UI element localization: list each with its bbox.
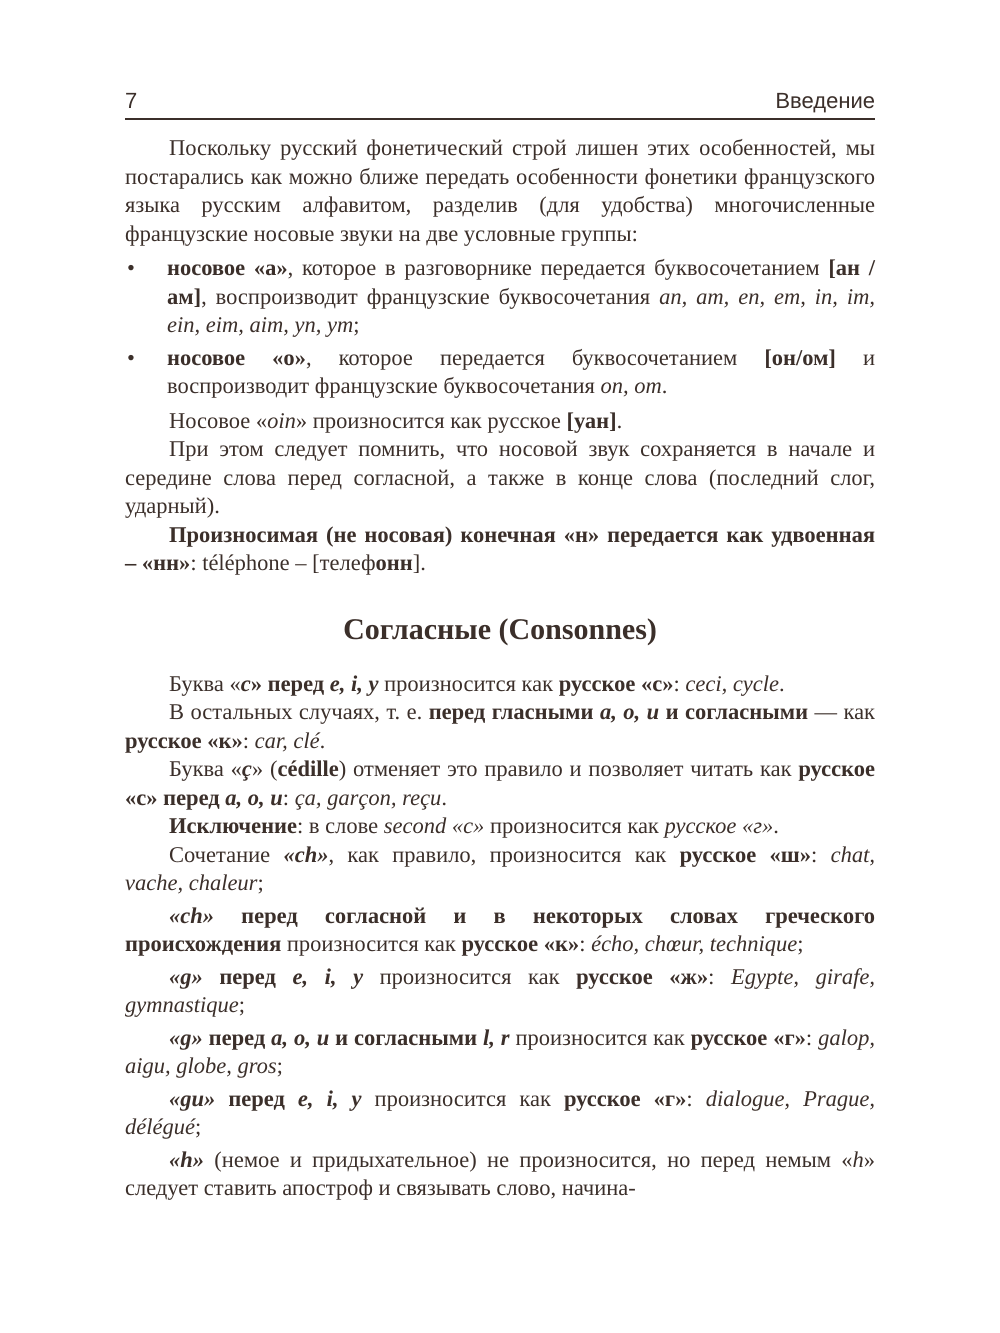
page [125,86,875,1203]
intro-paragraph: Поскольку русский фонетический строй лишен этих особенностей, мы постарались как можно ближе передать особенности фонетики французского языка русским алфавитом, разделив (для удобства) многочисленные французские носовые звуки на две условные группы: [125,135,875,246]
list-item: • носовое «а», которое в разговорнике передается буквосочетанием [ан / ам], воспроизводит французские буквосочетания an, am, en, em, in, im, ein, eim, aim, yn, ym; [127,255,876,337]
rule-c-before-eiy: Буква «с» перед e, i, y произносится как русское «с»: ceci, cycle. [169,670,785,696]
page-number: 7 [125,88,138,113]
bullet-icon: • [127,344,135,370]
rule-cedille: Буква «ç» (cédille) отменяет это правило и позволяет читать как русское «с» перед a, o, u: ça, garçon, reçu. [125,756,875,810]
nasal-groups-list [125,254,875,401]
final-n-paragraph: Произносимая (не носовая) конечная «н» передается как удвоенная – «нн»: téléphone – [телефонн]. [125,521,875,575]
rule-g-eiy: «g» перед e, i, y произносится как русское «ж»: Egypte, girafe, gymnastique; [125,963,875,1017]
section-title: Согласные (Consonnes) [343,612,657,646]
rule-exception: Исключение: в слове second «c» произносится как русское «г». [169,813,779,838]
rule-g-aou: «g» перед a, o, u и согласными l, r произносится как русское «г»: galop, aigu, globe, gros; [125,1024,875,1078]
rule-ch-greek: «ch» перед согласной и в некоторых словах греческого происхождения произносится как русское «к»: écho, chœur, technique; [125,902,875,956]
rule-c-other: В остальных случаях, т. е. перед гласными a, o, u и согласными — как русское «к»: car, clé. [125,699,875,753]
rule-gu: «gu» перед e, i, y произносится как русское «г»: dialogue, Prague, délégué; [125,1085,875,1139]
oin-paragraph: Носовое «oin» произносится как русское [уан]. [169,407,623,433]
section-name: Введение [775,88,875,113]
list-item: • носовое «о», которое передается буквосочетанием [он/ом] и воспроизводит французские буквосочетания on, om. [127,344,876,398]
nasal-rule-paragraph: При этом следует помнить, что носовой звук сохраняется в начале и середине слова перед согласной, а также в конце слова (последний слог, ударный). [125,436,875,518]
rule-h: «h» (немое и придыхательное) не произносится, но перед немым «h» следует ставить апостроф и связывать слово, начина- [125,1146,875,1200]
rule-ch: Сочетание «ch», как правило, произносится как русское «ш»: chat, vache, chaleur; [125,841,875,895]
running-header [125,86,875,120]
bullet-icon: • [127,255,135,280]
